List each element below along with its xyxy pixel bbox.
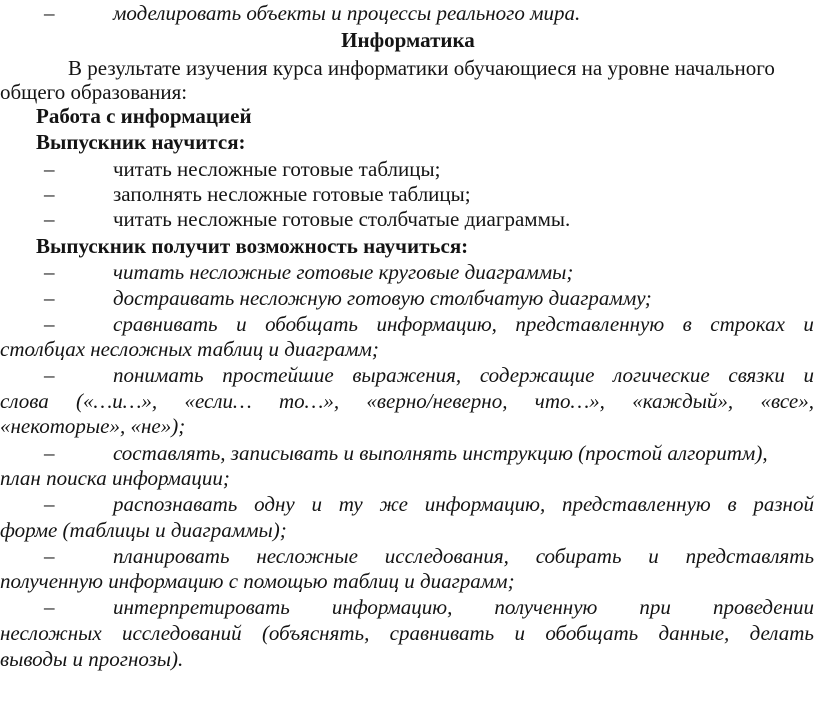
word: то…», [279, 389, 340, 413]
page-title: Информатика [341, 28, 475, 52]
word: и [803, 312, 814, 336]
dash: – [44, 260, 55, 284]
intro-text-1: В результате изучения курса информатики обучающиеся на уровне начального [68, 56, 775, 80]
list-item-text: читать несложные готовые круговые диаграммы; [113, 260, 574, 284]
list-item-text: столбцах несложных таблиц и диаграмм; [0, 337, 379, 361]
dash: – [44, 207, 55, 231]
word: представлять [685, 544, 814, 568]
word: при [639, 595, 671, 619]
will-learn-heading-text: Выпускник научится: [36, 130, 246, 154]
justified-line [0, 388, 814, 414]
word: что…», [534, 389, 605, 413]
word: одну [254, 492, 295, 516]
word: содержащие [479, 363, 595, 387]
dash: – [44, 492, 55, 516]
list-item-text: «некоторые», «не»); [0, 414, 186, 438]
dash: – [44, 544, 55, 568]
word: представленную [515, 312, 665, 336]
word: выражения, [352, 363, 462, 387]
word: обобщать [545, 621, 639, 645]
word: планировать [113, 544, 230, 568]
word: в [682, 312, 692, 336]
word: обобщать [265, 312, 358, 336]
dash: – [44, 157, 55, 181]
justified-line [113, 362, 814, 388]
justified-line [113, 594, 814, 620]
word: (объяснять, [261, 621, 370, 645]
word: интерпретировать [113, 595, 290, 619]
word: же [379, 492, 408, 516]
word: логические [613, 363, 710, 387]
section-heading-text: Работа с информацией [36, 104, 252, 128]
justified-line [113, 491, 814, 517]
word: несложные [256, 544, 358, 568]
list-item-text: достраивать несложную готовую столбчатую диаграмму; [113, 286, 652, 310]
word: и [311, 492, 322, 516]
dash: – [44, 1, 55, 25]
word: «каждый», [632, 389, 734, 413]
word: «если… [184, 389, 252, 413]
intro-text-2: общего образования: [0, 80, 188, 104]
word: представленную [561, 492, 711, 516]
word: информацию, [424, 492, 546, 516]
dash: – [44, 363, 55, 387]
word: («…и…», [76, 389, 158, 413]
list-item-text: читать несложные готовые столбчатые диаграммы. [113, 207, 571, 231]
word: распознавать [113, 492, 238, 516]
word: разной [753, 492, 814, 516]
word: в [727, 492, 737, 516]
word: связки [728, 363, 785, 387]
word: строках [710, 312, 785, 336]
word: и [236, 312, 247, 336]
word: информацию, [331, 595, 453, 619]
word: слова [0, 389, 49, 413]
word: исследования, [384, 544, 509, 568]
word: понимать [113, 363, 204, 387]
word: ту [338, 492, 363, 516]
word: сравнивать [113, 312, 218, 336]
word: сравнивать [389, 621, 495, 645]
word: «все», [760, 389, 814, 413]
word: собирать [535, 544, 622, 568]
may-learn-heading-text: Выпускник получит возможность научиться: [36, 234, 469, 258]
dash: – [44, 312, 55, 336]
list-item-text: план поиска информации; [0, 466, 230, 490]
list-item-text: заполнять несложные готовые таблицы; [113, 182, 471, 206]
word: «верно/неверно, [366, 389, 508, 413]
word: и [514, 621, 526, 645]
word: исследований [121, 621, 242, 645]
dash: – [44, 595, 55, 619]
list-item-text: выводы и прогнозы). [0, 647, 184, 671]
word: и [648, 544, 659, 568]
word: полученную [494, 595, 598, 619]
word: данные, [658, 621, 730, 645]
dash: – [44, 182, 55, 206]
justified-line [113, 311, 814, 337]
word: и [803, 363, 814, 387]
list-item-text: полученную информацию с помощью таблиц и диаграмм; [0, 569, 515, 593]
justified-line [0, 620, 814, 646]
list-item-text: моделировать объекты и процессы реального мира. [113, 1, 581, 25]
word: делать [749, 621, 814, 645]
list-item-text: форме (таблицы и диаграммы); [0, 518, 287, 542]
justified-line [113, 543, 814, 569]
word: проведении [712, 595, 814, 619]
dash: – [44, 441, 55, 465]
word: информацию, [376, 312, 497, 336]
list-item-text: читать несложные готовые таблицы; [113, 157, 441, 181]
dash: – [44, 286, 55, 310]
word: простейшие [222, 363, 334, 387]
list-item-text: составлять, записывать и выполнять инструкцию (простой алгоритм), [113, 441, 768, 465]
word: несложных [0, 621, 102, 645]
